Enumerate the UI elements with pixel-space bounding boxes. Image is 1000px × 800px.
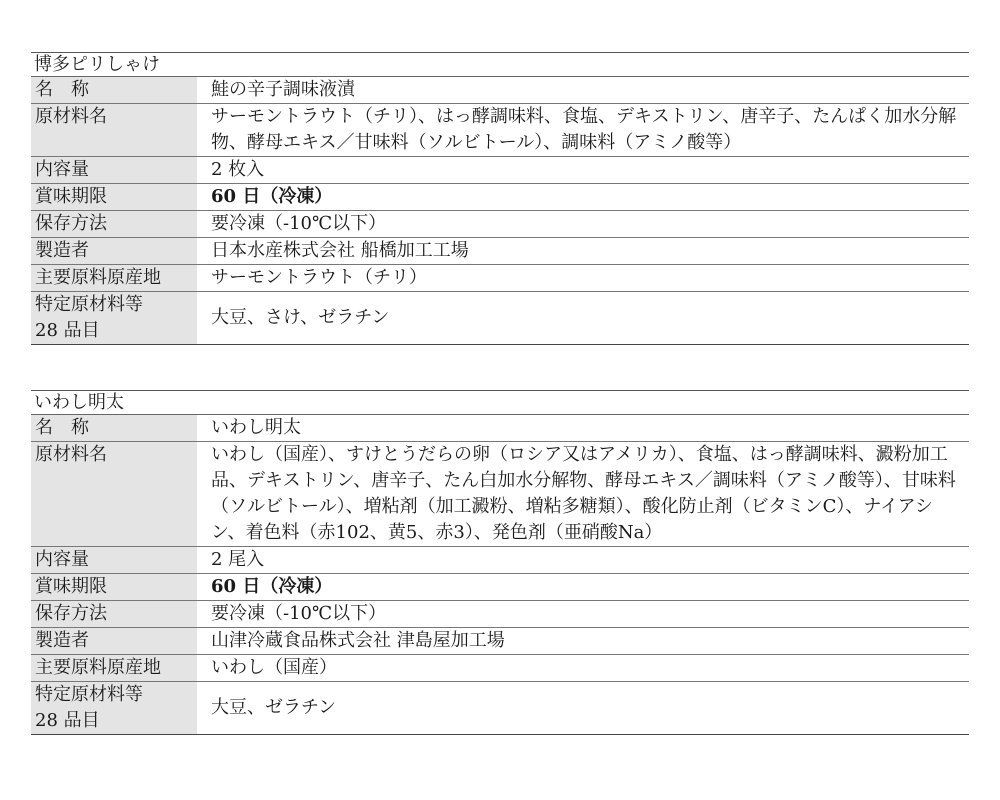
table-row bbox=[31, 601, 969, 628]
row-value-quantity: 2 尾入 bbox=[197, 547, 969, 574]
row-key-storage: 保存方法 bbox=[31, 211, 197, 238]
label-table bbox=[31, 415, 969, 734]
table-row bbox=[31, 77, 969, 104]
product-label-iwashi-mentai bbox=[31, 390, 969, 735]
row-value-storage: 要冷凍（-10℃以下） bbox=[197, 211, 969, 238]
row-key-storage: 保存方法 bbox=[31, 601, 197, 628]
allergen-key-line-1: 特定原材料等 bbox=[35, 294, 143, 315]
allergen-key-line-1: 特定原材料等 bbox=[35, 684, 143, 705]
row-key-name: 名 称 bbox=[31, 77, 197, 104]
row-value-storage: 要冷凍（-10℃以下） bbox=[197, 601, 969, 628]
table-row bbox=[31, 157, 969, 184]
table-row bbox=[31, 574, 969, 601]
row-value-manufacturer: 日本水産株式会社 船橋加工工場 bbox=[197, 238, 969, 265]
table-row bbox=[31, 628, 969, 655]
row-value-allergens: 大豆、さけ、ゼラチン bbox=[211, 307, 390, 328]
allergen-key-line-2: 28 品目 bbox=[35, 710, 100, 731]
product-label-hakata-piri-shake bbox=[31, 52, 969, 345]
table-row bbox=[31, 547, 969, 574]
row-value-quantity: 2 枚入 bbox=[197, 157, 969, 184]
label-table bbox=[31, 77, 969, 344]
product-title: いわし明太 bbox=[31, 391, 969, 415]
row-value-origin: サーモントラウト（チリ） bbox=[197, 265, 969, 292]
allergen-key-line-2: 28 品目 bbox=[35, 320, 100, 341]
row-value-best-before: 60 日（冷凍） bbox=[197, 574, 969, 601]
row-value-manufacturer: 山津冷蔵食品株式会社 津島屋加工場 bbox=[197, 628, 969, 655]
row-key-allergens bbox=[31, 682, 197, 735]
table-row bbox=[31, 265, 969, 292]
row-value-ingredients: サーモントラウト（チリ）、はっ酵調味料、食塩、デキストリン、唐辛子、たんぱく加水分解物、酵母エキス／甘味料（ソルビトール）、調味料（アミノ酸等） bbox=[197, 104, 969, 157]
row-key-best-before: 賞味期限 bbox=[31, 184, 197, 211]
row-key-manufacturer: 製造者 bbox=[31, 628, 197, 655]
table-row bbox=[31, 104, 969, 157]
table-row bbox=[31, 211, 969, 238]
table-row bbox=[31, 655, 969, 682]
row-value-ingredients: いわし（国産）、すけとうだらの卵（ロシア又はアメリカ）、食塩、はっ酵調味料、澱粉加工品、デキストリン、唐辛子、たん白加水分解物、酵母エキス／調味料（アミノ酸等）、甘味料（ソルビトール）、増粘剤（加工澱粉、増粘多糖類）、酸化防止剤（ビタミンC）、ナイアシン、着色料（赤102、黄5、赤3）、発色剤（亜硝酸Na） bbox=[197, 442, 969, 547]
table-row bbox=[31, 184, 969, 211]
row-key-name: 名 称 bbox=[31, 415, 197, 442]
table-row bbox=[31, 442, 969, 547]
row-key-origin: 主要原料原産地 bbox=[31, 655, 197, 682]
table-row bbox=[31, 292, 969, 345]
table-row bbox=[31, 238, 969, 265]
row-value-allergens: 大豆、ゼラチン bbox=[211, 697, 337, 718]
row-key-origin: 主要原料原産地 bbox=[31, 265, 197, 292]
table-row bbox=[31, 415, 969, 442]
row-value-best-before: 60 日（冷凍） bbox=[197, 184, 969, 211]
row-key-ingredients: 原材料名 bbox=[31, 442, 197, 547]
product-title: 博多ピリしゃけ bbox=[31, 53, 969, 77]
table-row bbox=[31, 682, 969, 735]
row-value-origin: いわし（国産） bbox=[197, 655, 969, 682]
row-key-quantity: 内容量 bbox=[31, 547, 197, 574]
row-key-best-before: 賞味期限 bbox=[31, 574, 197, 601]
row-key-allergens bbox=[31, 292, 197, 345]
row-key-manufacturer: 製造者 bbox=[31, 238, 197, 265]
row-key-quantity: 内容量 bbox=[31, 157, 197, 184]
row-key-ingredients: 原材料名 bbox=[31, 104, 197, 157]
row-value-name: 鮭の辛子調味液漬 bbox=[197, 77, 969, 104]
row-value-name: いわし明太 bbox=[197, 415, 969, 442]
